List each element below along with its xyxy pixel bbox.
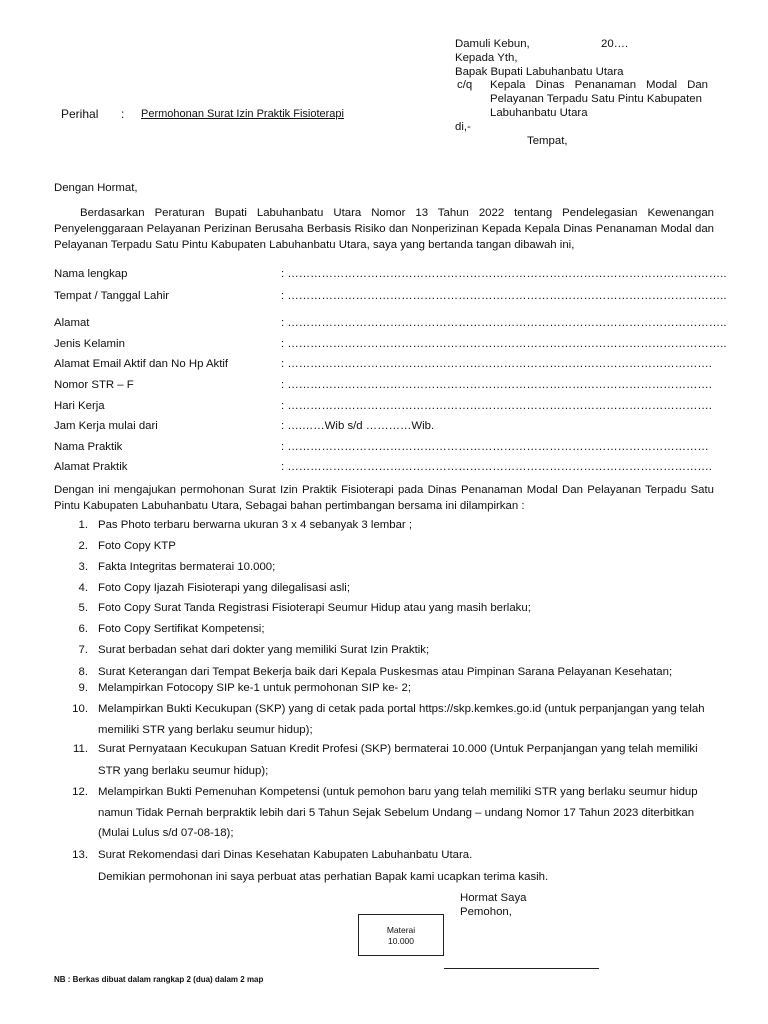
- field-label-hari-kerja: Hari Kerja: [54, 400, 105, 412]
- list-item-line: Surat Pernyataan Kecukupan Satuan Kredit Profesi (SKP) bermaterai 10.000 (Untuk Perpanjangan yang telah memiliki: [98, 743, 698, 755]
- list-item: Foto Copy Sertifikat Kompetensi;: [98, 623, 265, 635]
- list-item: Surat Rekomendasi dari Dinas Kesehatan Kabupaten Labuhanbatu Utara.: [98, 849, 473, 861]
- field-value-nama-praktik: : …………………………………………………………………………………………………: [281, 441, 709, 453]
- list-item-line: Melampirkan Bukti Pemenuhan Kompetensi (untuk pemohon baru yang telah memiliki STR yang berlaku seumur hidup: [98, 786, 698, 798]
- closing-sentence: Demikian permohonan ini saya perbuat atas perhatian Bapak kami ucapkan terima kasih.: [98, 871, 549, 883]
- materai-value: 10.000: [388, 936, 414, 946]
- field-value-nama: : ……………………………………………………………………………………………………..: [281, 268, 727, 280]
- list-item-line: STR yang berlaku seumur hidup);: [98, 765, 269, 777]
- field-value-jam-kerja: : ….……Wib s/d …………Wib.: [281, 420, 435, 432]
- field-label-nama: Nama lengkap: [54, 268, 128, 280]
- field-label-str: Nomor STR – F: [54, 379, 134, 391]
- letter-year: 20….: [601, 38, 629, 50]
- note-footer: NB : Berkas dibuat dalam rangkap 2 (dua) dalam 2 map: [54, 975, 264, 984]
- recipient-name: Bapak Bupati Labuhanbatu Utara: [455, 66, 624, 78]
- list-item-number: 11.: [73, 743, 88, 755]
- list-item: Pas Photo terbaru berwarna ukuran 3 x 4 sebanyak 3 lembar ;: [98, 519, 413, 531]
- list-item: Foto Copy Ijazah Fisioterapi yang dilegalisasi asli;: [98, 582, 350, 594]
- perihal-colon: :: [121, 107, 125, 121]
- list-item: Surat berbadan sehat dari dokter yang memiliki Surat Izin Praktik;: [98, 644, 430, 656]
- field-value-alamat: : ……………………………………………………………………………………………………..: [281, 317, 727, 329]
- list-item-line: memiliki STR yang berlaku seumur hidup);: [98, 724, 313, 736]
- request-paragraph: Dengan ini mengajukan permohonan Surat Izin Praktik Fisioterapi pada Dinas Penanaman Modal Dan Pelayanan Terpadu Satu Pintu Kabupaten Labuhanbatu Utara, Sebagai bahan pertimbangan bersama ini dilampirkan :: [54, 484, 714, 512]
- materai-stamp-box: [358, 914, 444, 956]
- list-item: Fakta Integritas bermaterai 10.000;: [98, 561, 276, 573]
- field-value-jenis-kelamin: : ……………………………………………………………………………………………………..: [281, 338, 727, 350]
- pemohon-label: Pemohon,: [460, 906, 512, 918]
- list-item-number: 9.: [78, 682, 88, 694]
- place-date: Damuli Kebun,: [455, 38, 530, 50]
- field-value-str: : ………………………………………………………………………………………………….: [281, 379, 712, 391]
- field-label-jam-kerja: Jam Kerja mulai dari: [54, 420, 158, 432]
- salutation: Dengan Hormat,: [54, 182, 138, 194]
- list-item: Melampirkan Fotocopy SIP ke-1 untuk permohonan SIP ke- 2;: [98, 682, 411, 694]
- list-item: Surat Keterangan dari Tempat Bekerja baik dari Kepala Puskesmas atau Pimpinan Sarana Pelayanan Kesehatan;: [98, 666, 673, 678]
- list-item-line: (Mulai Lulus s/d 07-08-18);: [98, 827, 234, 839]
- list-item-number: 12.: [72, 786, 88, 798]
- list-item: Foto Copy KTP: [98, 540, 176, 552]
- list-item-number: 6.: [78, 623, 88, 635]
- field-label-email-hp: Alamat Email Aktif dan No Hp Aktif: [54, 358, 229, 370]
- list-item-number: 4.: [78, 582, 88, 594]
- list-item: Foto Copy Surat Tanda Registrasi Fisioterapi Seumur Hidup atau yang masih berlaku;: [98, 602, 531, 614]
- list-item-number: 1.: [78, 519, 88, 531]
- list-item-number: 3.: [78, 561, 88, 573]
- field-value-ttl: : ……………………………………………………………………………………………………..: [281, 290, 727, 302]
- cq-line-3: Labuhanbatu Utara: [490, 107, 588, 119]
- perihal-subject: Permohonan Surat Izin Praktik Fisioterapi: [141, 108, 344, 120]
- field-label-alamat-praktik: Alamat Praktik: [54, 461, 128, 473]
- field-value-email-hp: : ………………………………………………………………………………………………….: [281, 358, 712, 370]
- field-value-hari-kerja: : ………………………………………………………………………………………………….: [281, 400, 712, 412]
- list-item-number: 5.: [78, 602, 88, 614]
- perihal-label: Perihal: [61, 107, 99, 121]
- cq-line-1: Kepala Dinas Penanaman Modal Dan: [490, 79, 708, 91]
- signature-line: [444, 968, 599, 969]
- tempat-label: Tempat,: [527, 135, 568, 147]
- list-item-line: namun Tidak Pernah berpraktik lebih dari 5 Tahun Sejak Sebelum Undang – undang Nomor 17 Tahun 2023 diterbitkan: [98, 807, 695, 819]
- di-label: di,-: [455, 121, 471, 133]
- hormat-saya: Hormat Saya: [460, 892, 527, 904]
- materai-label: Materai: [386, 925, 416, 935]
- cq-line-2: Pelayanan Terpadu Satu Pintu Kabupaten: [490, 93, 702, 105]
- cq-label: c/q: [457, 79, 473, 91]
- field-label-ttl: Tempat / Tanggal Lahir: [54, 290, 170, 302]
- field-label-nama-praktik: Nama Praktik: [54, 441, 123, 453]
- field-label-jenis-kelamin: Jenis Kelamin: [54, 338, 125, 350]
- field-label-alamat: Alamat: [54, 317, 90, 329]
- field-value-alamat-praktik: : ………………………………………………………………………………………………….: [281, 461, 712, 473]
- intro-paragraph: Berdasarkan Peraturan Bupati Labuhanbatu Utara Nomor 13 Tahun 2022 tentang Pendelegasian Kewenangan Penyelenggaraan Pelayanan Perizinan Berusaha Berbasis Risiko dan Nonperizinan Kepada Kepala Dinas Penanaman Modal dan Pelayanan Terpadu Satu Pintu Kabupaten Labuhanbatu Utara, saya yang bertanda tangan dibawah ini,: [54, 207, 714, 251]
- list-item-number: 7.: [78, 644, 88, 656]
- list-item-line: Melampirkan Bukti Kecukupan (SKP) yang di cetak pada portal https://skp.kemkes.go.id (untuk perpanjangan yang telah: [98, 703, 705, 715]
- list-item-number: 8.: [78, 666, 88, 678]
- list-item-number: 13.: [72, 849, 88, 861]
- kepada-yth: Kepada Yth,: [455, 52, 518, 64]
- list-item-number: 10.: [72, 703, 88, 715]
- list-item-number: 2.: [78, 540, 88, 552]
